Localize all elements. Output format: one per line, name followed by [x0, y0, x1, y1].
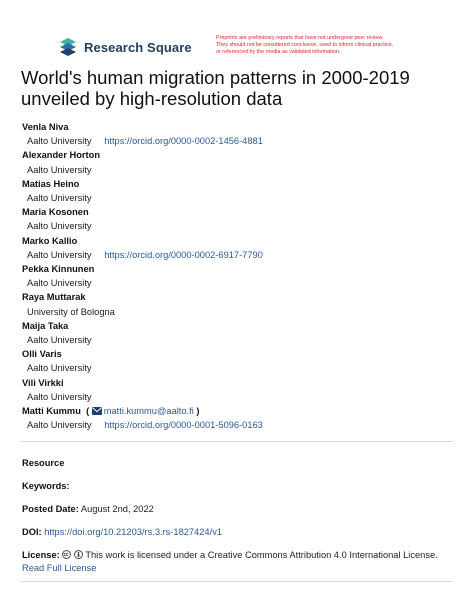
preprint-notice	[216, 35, 436, 57]
email-link[interactable]: matti.kummu@aalto.fi	[103, 406, 194, 417]
author-list	[22, 120, 452, 432]
author-entry	[22, 319, 452, 347]
author-affiliation: Aalto University	[27, 164, 92, 175]
author-name[interactable]: Olli Varis	[22, 349, 62, 360]
notice-line: or referenced by the media as validated information.	[216, 49, 341, 56]
author-entry	[22, 404, 452, 432]
author-name[interactable]: Venla Niva	[22, 122, 69, 132]
affiliation-text: Aalto University	[27, 136, 92, 147]
research-square-logo[interactable]	[58, 37, 192, 57]
attribution-icon	[74, 550, 83, 559]
author-affiliation	[22, 134, 452, 148]
author-affiliation	[22, 248, 452, 262]
doi	[22, 527, 222, 537]
author-name[interactable]: Pekka Kinnunen	[22, 264, 95, 275]
orcid-link[interactable]: https://orcid.org/0000-0002-1456-4881	[104, 136, 263, 147]
envelope-icon	[92, 407, 102, 415]
author-name-text[interactable]: Matti Kummu	[22, 406, 81, 417]
logo-text: Research Square	[84, 39, 192, 55]
author-entry	[22, 234, 452, 262]
author-affiliation: Aalto University	[27, 278, 92, 289]
author-name[interactable]: Raya Muttarak	[22, 292, 86, 303]
email-wrapper: ( matti.kummu@aalto.fi )	[83, 406, 200, 417]
author-affiliation: University of Bologna	[27, 306, 115, 317]
paper-title: World's human migration patterns in 2000-2019 unveiled by high-resolution data	[21, 67, 410, 109]
notice-line: Preprints are preliminary reports that have not undergone peer review.	[216, 35, 384, 41]
page-header	[0, 0, 474, 60]
author-affiliation: Aalto University	[27, 193, 92, 204]
doi-link[interactable]: https://doi.org/10.21203/rs.3.rs-1827424/v1	[44, 527, 223, 537]
affiliation-text: Aalto University	[27, 420, 92, 431]
keywords-label: Keywords:	[22, 481, 70, 491]
author-affiliation	[22, 418, 452, 432]
author-affiliation: Aalto University	[27, 335, 92, 346]
creative-commons-icon	[62, 550, 71, 559]
author-name	[22, 404, 452, 418]
author-affiliation: Aalto University	[27, 391, 92, 402]
research-square-logo-icon	[58, 37, 78, 57]
author-entry	[22, 376, 452, 404]
author-affiliation: Aalto University	[27, 363, 92, 374]
author-name[interactable]: Matias Heino	[22, 178, 80, 189]
notice-line: They should not be considered conclusive, used to inform clinical practice,	[216, 42, 394, 49]
affiliation-text: Aalto University	[27, 249, 92, 260]
orcid-link[interactable]: https://orcid.org/0000-0002-6917-7790	[104, 249, 263, 260]
author-entry	[22, 290, 452, 318]
keywords	[22, 481, 70, 491]
divider	[21, 581, 453, 582]
article-type-text: Resource	[22, 458, 65, 468]
divider	[21, 441, 453, 442]
author-entry	[22, 177, 452, 205]
author-name[interactable]: Vili Virkki	[22, 377, 64, 388]
orcid-link[interactable]: https://orcid.org/0000-0001-5096-0163	[104, 420, 263, 431]
author-entry	[22, 120, 452, 148]
author-name[interactable]: Maija Taka	[22, 320, 69, 331]
license	[22, 550, 438, 560]
author-entry	[22, 262, 452, 290]
author-name[interactable]: Alexander Horton	[22, 150, 101, 161]
read-full-license	[22, 563, 96, 573]
author-name[interactable]: Marko Kallio	[22, 235, 78, 246]
license-text: This work is licensed under a Creative Commons Attribution 4.0 International License.	[85, 550, 438, 560]
author-affiliation: Aalto University	[27, 221, 92, 232]
license-label: License:	[22, 550, 60, 560]
read-full-license-link[interactable]: Read Full License	[22, 563, 97, 573]
author-entry	[22, 347, 452, 375]
posted-date-label: Posted Date:	[22, 504, 79, 514]
article-type	[22, 458, 64, 468]
author-entry	[22, 205, 452, 233]
doi-label: DOI:	[22, 527, 42, 537]
posted-date	[22, 504, 154, 514]
author-name[interactable]: Maria Kosonen	[22, 207, 89, 218]
posted-date-value: August 2nd, 2022	[80, 504, 154, 514]
author-entry	[22, 148, 452, 176]
